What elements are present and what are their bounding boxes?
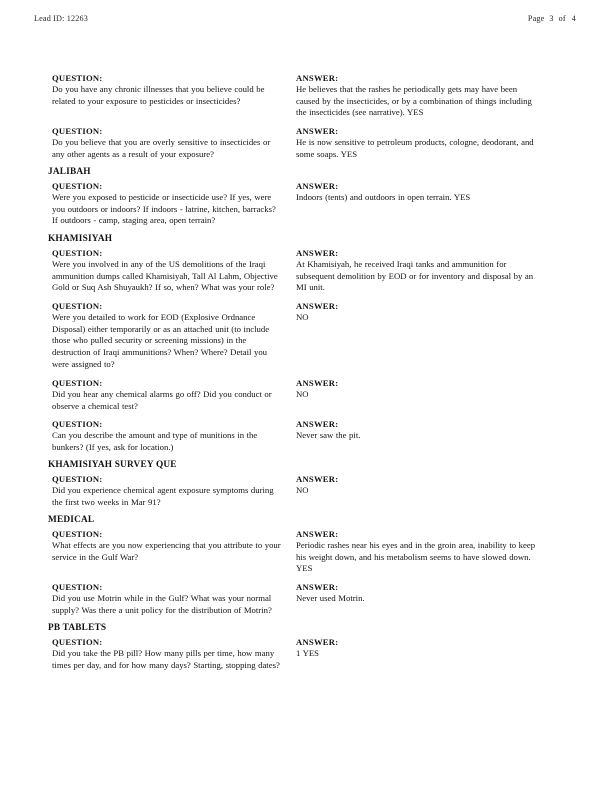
qa-pair xyxy=(0,300,612,371)
question-column xyxy=(52,247,284,294)
question-column xyxy=(52,72,284,107)
page-number-current: 3 xyxy=(549,14,554,23)
question-text: Were you detailed to work for EOD (Explosive Ordnance Disposal) either temporarily or as an attached unit (to include those who pulled security or screening missions) in the destruction of Iraqi ammunitions? When? Where? Detail you were assigned to? xyxy=(52,312,270,369)
answer-text: NO xyxy=(296,389,309,399)
answer-text: Periodic rashes near his eyes and in the groin area, inability to keep his weight down, and his metabolism seems to have slowed down. YES xyxy=(296,540,536,574)
section-heading: JALIBAH xyxy=(48,167,91,177)
answer-text: Never saw the pit. xyxy=(296,430,361,440)
answer-column xyxy=(296,180,538,204)
answer-column xyxy=(296,125,538,160)
question-text: Did you hear any chemical alarms go off? Did you conduct or observe a chemical test? xyxy=(52,389,272,411)
question-label: QUESTION: xyxy=(52,474,103,484)
page-number xyxy=(528,14,576,23)
qa-pair xyxy=(0,636,612,671)
answer-text: NO xyxy=(296,485,309,495)
qa-pair xyxy=(0,180,612,227)
question-text: Do you have any chronic illnesses that you believe could be related to your exposure to pesticides or insecticides? xyxy=(52,84,265,106)
qa-pair xyxy=(0,473,612,508)
question-text: Can you describe the amount and type of munitions in the bunkers? (If yes, ask for location.) xyxy=(52,430,258,452)
answer-label: ANSWER: xyxy=(296,637,339,647)
answer-text: At Khamisiyah, he received Iraqi tanks and ammunition for subsequent demolition by EOD or for inventory and disposal by an MI unit. xyxy=(296,259,534,293)
question-label: QUESTION: xyxy=(52,126,103,136)
answer-column xyxy=(296,72,538,119)
question-label: QUESTION: xyxy=(52,637,103,647)
answer-column xyxy=(296,377,538,401)
answer-text: Indoors (tents) and outdoors in open terrain. YES xyxy=(296,192,471,202)
answer-label: ANSWER: xyxy=(296,181,339,191)
answer-column xyxy=(296,247,538,294)
question-column xyxy=(52,473,284,508)
answer-text: 1 YES xyxy=(296,648,320,658)
answer-label: ANSWER: xyxy=(296,582,339,592)
page-number-of: of xyxy=(558,14,566,23)
question-label: QUESTION: xyxy=(52,301,103,311)
question-column xyxy=(52,180,284,227)
section-heading: KHAMISIYAH xyxy=(48,234,113,244)
question-label: QUESTION: xyxy=(52,73,103,83)
qa-pair xyxy=(0,125,612,160)
answer-text: He is now sensitive to petroleum products, cologne, deodorant, and some soaps. YES xyxy=(296,137,534,159)
answer-text: Never used Motrin. xyxy=(296,593,365,603)
question-label: QUESTION: xyxy=(52,378,103,388)
answer-label: ANSWER: xyxy=(296,419,339,429)
answer-column xyxy=(296,636,538,660)
answer-label: ANSWER: xyxy=(296,73,339,83)
answer-label: ANSWER: xyxy=(296,474,339,484)
question-column xyxy=(52,636,284,671)
section-heading: KHAMISIYAH SURVEY QUE xyxy=(48,460,177,470)
section-heading: MEDICAL xyxy=(48,515,95,525)
question-column xyxy=(52,125,284,160)
question-column xyxy=(52,528,284,563)
answer-column xyxy=(296,300,538,324)
qa-pair xyxy=(0,72,612,119)
question-text: Do you believe that you are overly sensitive to insecticides or any other agents as a result of your exposure? xyxy=(52,137,271,159)
answer-text: He believes that the rashes he periodically gets may have been caused by the insecticides, or by a combination of things including the insecticides (see narrative). YES xyxy=(296,84,532,118)
question-column xyxy=(52,418,284,453)
answer-text: NO xyxy=(296,312,309,322)
answer-column xyxy=(296,528,538,575)
answer-column xyxy=(296,473,538,497)
qa-pair xyxy=(0,418,612,453)
qa-pair xyxy=(0,377,612,412)
question-label: QUESTION: xyxy=(52,181,103,191)
question-column xyxy=(52,581,284,616)
lead-id: Lead ID: 12263 xyxy=(34,14,88,23)
answer-column xyxy=(296,581,538,605)
page-number-total: 4 xyxy=(571,14,576,23)
question-text: Did you experience chemical agent exposure symptoms during the first two weeks in Mar 91? xyxy=(52,485,274,507)
answer-column xyxy=(296,418,538,442)
qa-pair xyxy=(0,247,612,294)
answer-label: ANSWER: xyxy=(296,529,339,539)
page-header xyxy=(0,14,612,30)
section-heading: PB TABLETS xyxy=(48,623,107,633)
question-label: QUESTION: xyxy=(52,419,103,429)
answer-label: ANSWER: xyxy=(296,378,339,388)
qa-pair xyxy=(0,528,612,575)
question-text: Did you take the PB pill? How many pills per time, how many times per day, and for how many days? Starting, stopping dates? xyxy=(52,648,280,670)
question-label: QUESTION: xyxy=(52,582,103,592)
question-column xyxy=(52,377,284,412)
question-column xyxy=(52,300,284,371)
question-text: Were you involved in any of the US demolitions of the Iraqi ammunition dumps called Khamisiyah, Tall Al Lahm, Objective Gold or Suq Ash Shuyaukh? If so, when? What was your role? xyxy=(52,259,278,293)
answer-label: ANSWER: xyxy=(296,301,339,311)
answer-label: ANSWER: xyxy=(296,126,339,136)
answer-label: ANSWER: xyxy=(296,248,339,258)
page-number-word: Page xyxy=(527,14,545,23)
question-label: QUESTION: xyxy=(52,529,103,539)
qa-pair xyxy=(0,581,612,616)
question-label: QUESTION: xyxy=(52,248,103,258)
question-text: Did you use Motrin while in the Gulf? What was your normal supply? Was there a unit policy for the distribution of Motrin? xyxy=(52,593,272,615)
question-text: What effects are you now experiencing that you attribute to your service in the Gulf War? xyxy=(52,540,281,562)
question-text: Were you exposed to pesticide or insecticide use? If yes, were you outdoors or indoors? If indoors - latrine, kitchen, barracks? If outdoors - camp, staging area, open terrain? xyxy=(52,192,276,226)
